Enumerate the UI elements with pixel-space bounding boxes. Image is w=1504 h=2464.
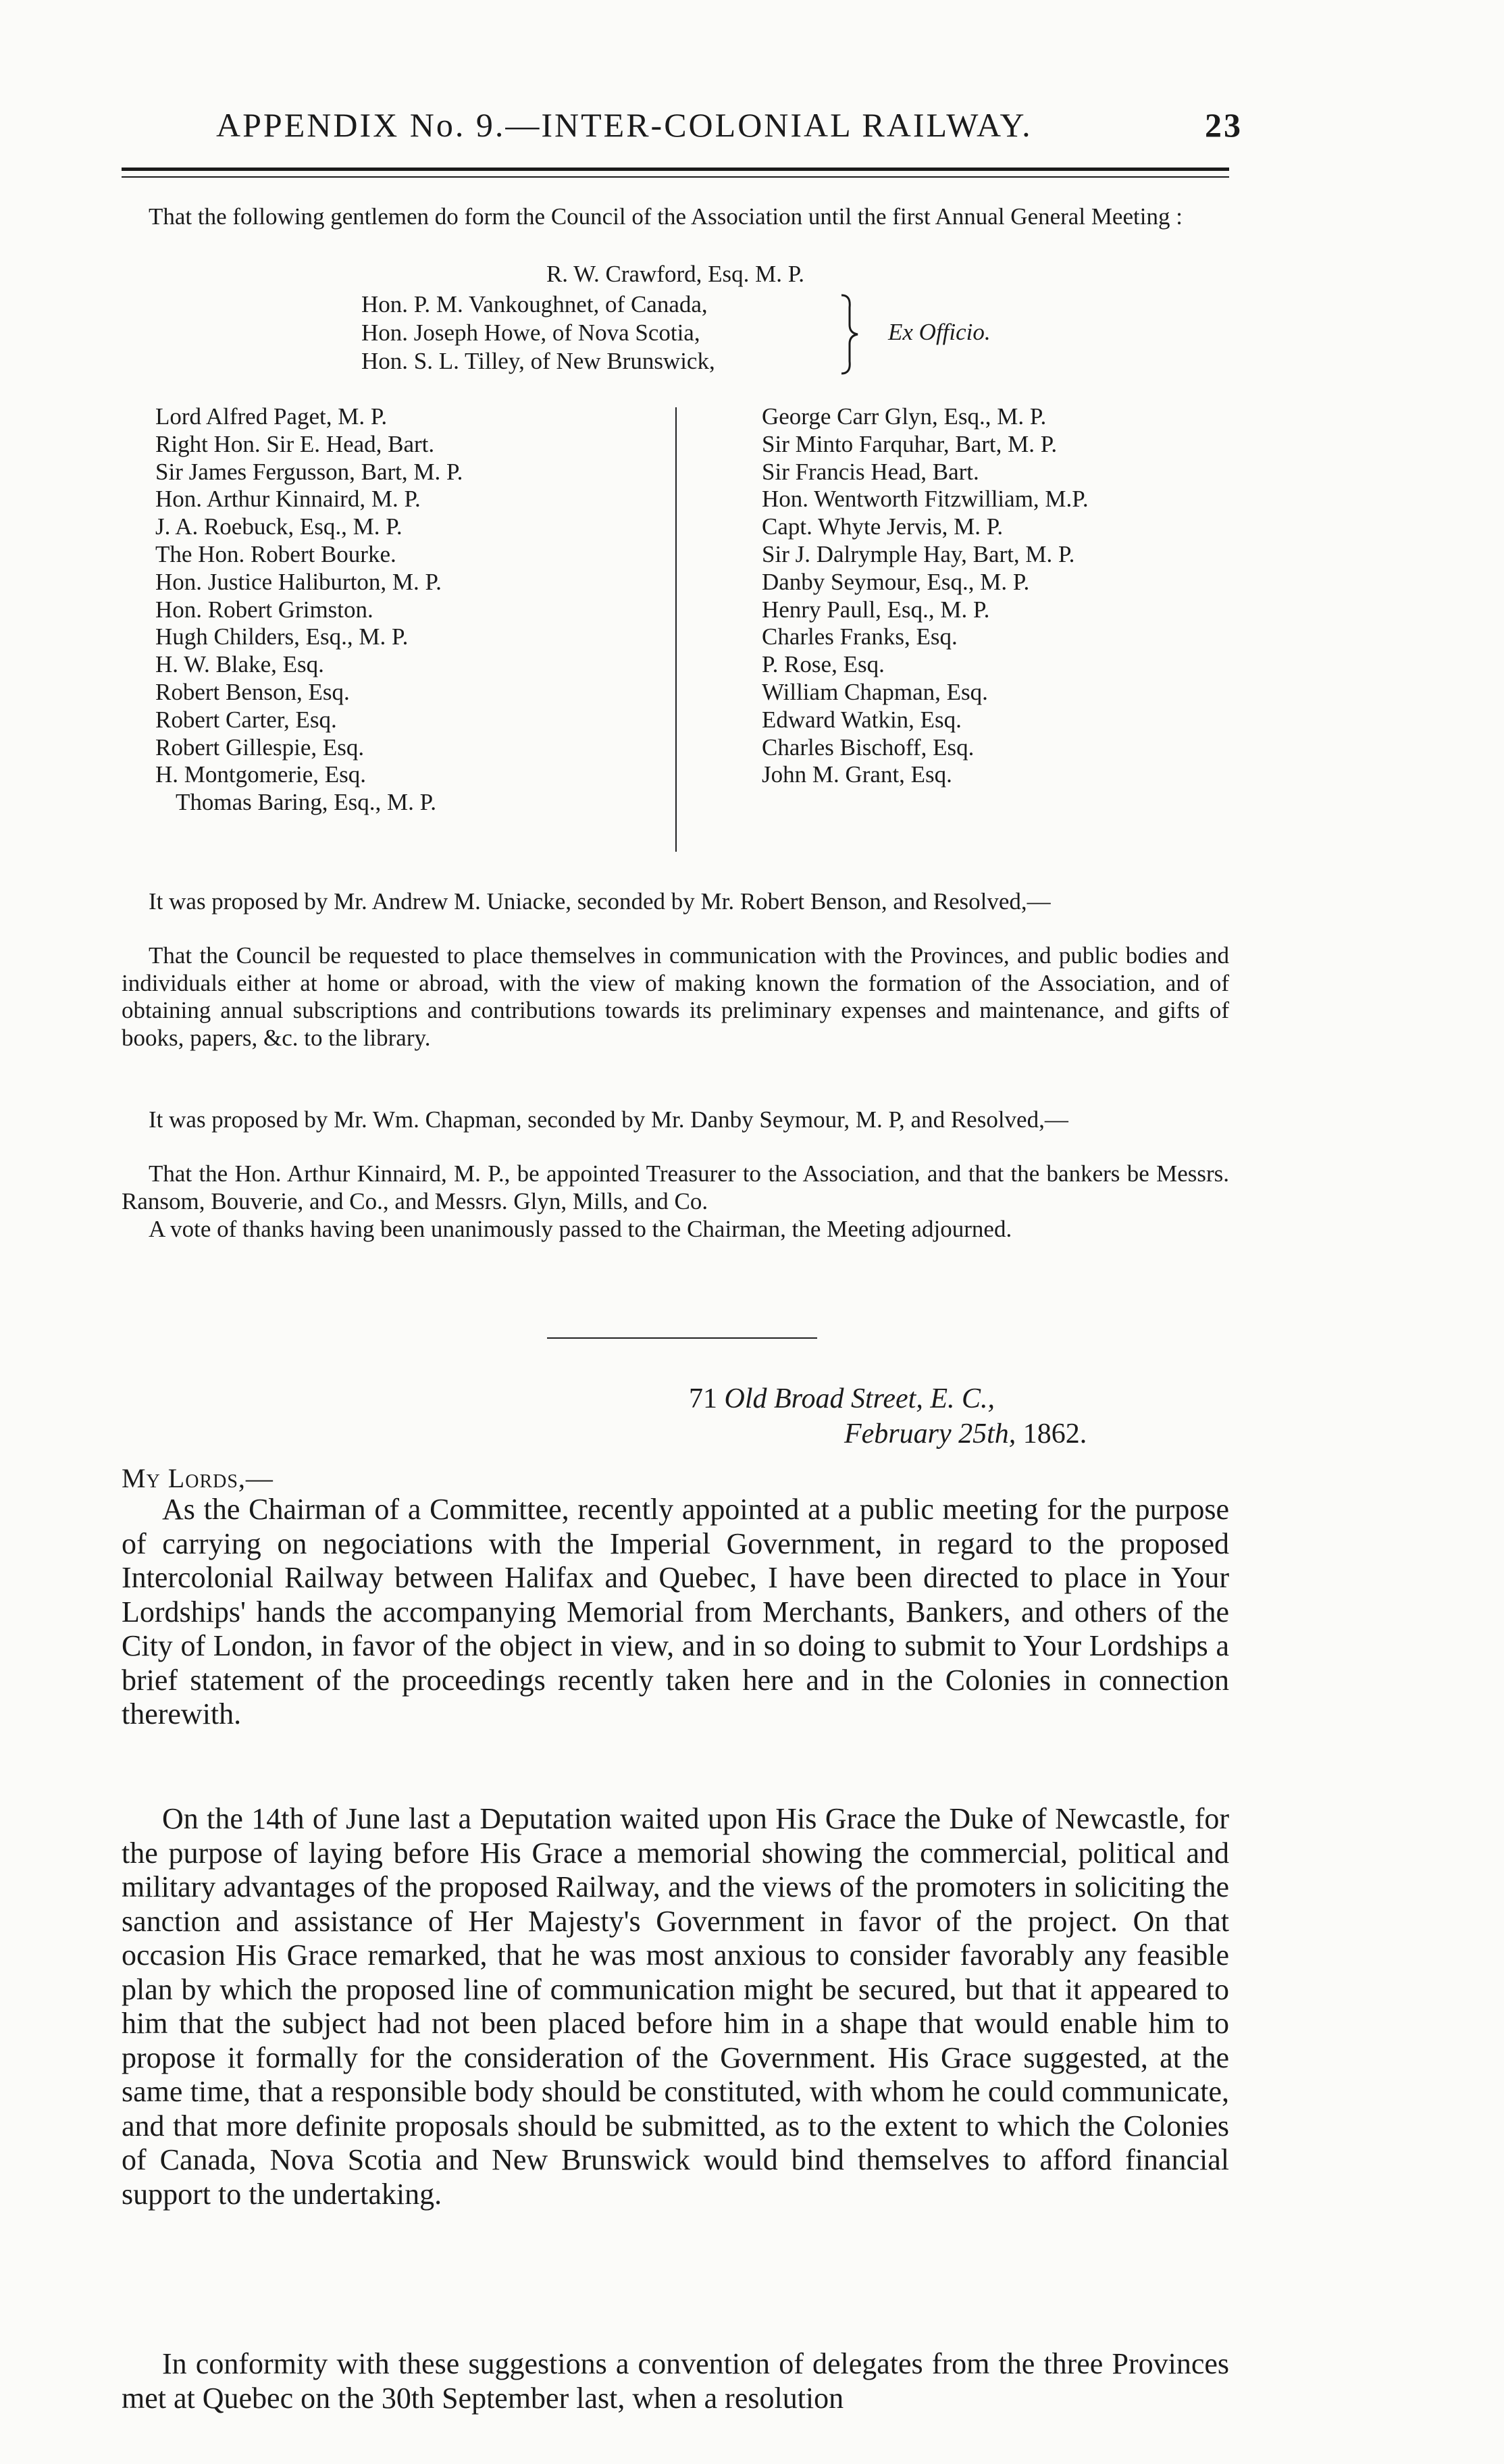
letter-paragraph: On the 14th of June last a Deputation waited upon His Grace the Duke of Newcastle, for the purpose of laying before His Grace a memorial showing the commercial, political and military advantages of the proposed Railway, and the views of the promoters in soliciting the sanction and assistance of Her Majesty's Government in favor of the project. On that occasion His Grace remarked, that he was most anxious to consider favorably any feasible plan by which the proposed line of communication might be secured, but that it appeared to him that the subject had not been placed before him in a shape that would enable him to propose it formally for the consideration of the Government. His Grace suggested, at the same time, that a responsible body should be constituted, with whom he could communicate, and that more definite proposals should be submitted, as to the extent to which the Colonies of Canada, Nova Scotia and New Brunswick would bind themselves to afford financial support to the undertaking. <box>122 1802 1229 2211</box>
date-month-day: February 25th, <box>844 1418 1016 1449</box>
council-member: Robert Carter, Esq. <box>155 706 337 733</box>
council-member: J. A. Roebuck, Esq., M. P. <box>155 513 403 540</box>
council-intro: That the following gentlemen do form the Council of the Association until the first Annual General Meeting : <box>149 203 1183 230</box>
council-member: Sir Minto Farquhar, Bart, M. P. <box>762 430 1058 457</box>
council-chair: R. W. Crawford, Esq. M. P. <box>546 261 805 287</box>
address-street: Old Broad Street, E. C., <box>724 1383 995 1414</box>
council-member: Sir Francis Head, Bart. <box>762 458 979 485</box>
ex-officio-list <box>361 290 715 376</box>
ex-officio-label: Ex Officio. <box>888 319 991 345</box>
ex-officio-member: Hon. Joseph Howe, of Nova Scotia, <box>361 319 700 346</box>
ex-officio-member: Hon. S. L. Tilley, of New Brunswick, <box>361 348 715 374</box>
council-member: Sir J. Dalrymple Hay, Bart, M. P. <box>762 540 1075 567</box>
resolution-text: That the Council be requested to place themselves in communication with the Provinces, and public bodies and individuals either at home or abroad, with the view of making known the formation of the Association, and of obtaining annual subscriptions and contributions towards its preliminary expenses and maintenance, and gifts of books, papers, &c. to the library. <box>122 942 1229 1051</box>
resolution-intro: It was proposed by Mr. Andrew M. Uniacke, seconded by Mr. Robert Benson, and Resolved,— <box>149 888 1051 915</box>
council-member: H. W. Blake, Esq. <box>155 651 324 678</box>
council-member: Danby Seymour, Esq., M. P. <box>762 568 1030 595</box>
council-member: Capt. Whyte Jervis, M. P. <box>762 513 1004 540</box>
page-number: 23 <box>1205 106 1243 144</box>
address-number: 71 <box>689 1383 717 1414</box>
council-member: Charles Bischoff, Esq. <box>762 734 975 761</box>
resolution-intro: It was proposed by Mr. Wm. Chapman, seconded by Mr. Danby Seymour, M. P, and Resolved,— <box>149 1106 1068 1133</box>
ex-officio-member: Hon. P. M. Vankoughnet, of Canada, <box>361 291 708 317</box>
column-divider <box>675 407 677 852</box>
council-member: Edward Watkin, Esq. <box>762 706 962 733</box>
council-member: John M. Grant, Esq. <box>762 761 952 788</box>
council-member: Hon. Arthur Kinnaird, M. P. <box>155 486 421 513</box>
salutation-text: My Lords,— <box>122 1463 274 1493</box>
council-member: Robert Gillespie, Esq. <box>155 734 365 761</box>
council-member: Hon. Justice Haliburton, M. P. <box>155 568 442 595</box>
council-member: Hon. Wentworth Fitzwilliam, M.P. <box>762 486 1089 513</box>
meeting-closing: A vote of thanks having been unanimously passed to the Chairman, the Meeting adjourned. <box>149 1216 1012 1242</box>
council-list-left <box>155 403 463 817</box>
council-member: P. Rose, Esq. <box>762 651 885 678</box>
header-rule <box>122 168 1229 178</box>
letter-paragraph: As the Chairman of a Committee, recently appointed at a public meeting for the purpose of carrying on negociations with the Imperial Government, in regard to the proposed Intercolonial Railway between Halifax and Quebec, I have been directed to place in Your Lordships' hands the accompanying Memorial from Merchants, Bankers, and others of the City of London, in favor of the object in view, and in so doing to submit to Your Lordships a brief statement of the proceedings recently taken here and in the Colonies in connection therewith. <box>122 1493 1229 1730</box>
council-member: Right Hon. Sir E. Head, Bart. <box>155 430 435 457</box>
council-member: Robert Benson, Esq. <box>155 678 350 705</box>
resolution-text: That the Hon. Arthur Kinnaird, M. P., be appointed Treasurer to the Association, and that the bankers be Messrs. Ransom, Bouverie, and Co., and Messrs. Glyn, Mills, and Co. <box>122 1160 1229 1214</box>
council-member: Hon. Robert Grimston. <box>155 596 373 623</box>
council-member: George Carr Glyn, Esq., M. P. <box>762 403 1047 430</box>
letter-paragraph: In conformity with these suggestions a convention of delegates from the three Provinces met at Quebec on the 30th September last, when a resolution <box>122 2347 1229 2415</box>
council-member: Thomas Baring, Esq., M. P. <box>176 789 436 816</box>
date-year: 1862. <box>1022 1418 1087 1449</box>
letter-address <box>689 1381 1087 1452</box>
council-list-right <box>762 403 1089 789</box>
letter-date <box>689 1416 1087 1452</box>
council-member: Charles Franks, Esq. <box>762 623 958 650</box>
running-title: APPENDIX No. 9.—INTER-COLONIAL RAILWAY. <box>216 106 1033 144</box>
council-member: Lord Alfred Paget, M. P. <box>155 403 388 430</box>
council-member: H. Montgomerie, Esq. <box>155 761 367 788</box>
council-member: William Chapman, Esq. <box>762 678 988 705</box>
council-member: Sir James Fergusson, Bart, M. P. <box>155 458 463 485</box>
council-member: Henry Paull, Esq., M. P. <box>762 596 990 623</box>
section-divider <box>547 1337 817 1339</box>
salutation <box>122 1462 274 1494</box>
curly-brace-icon <box>837 294 860 375</box>
council-member: The Hon. Robert Bourke. <box>155 540 396 567</box>
council-member: Hugh Childers, Esq., M. P. <box>155 623 409 650</box>
